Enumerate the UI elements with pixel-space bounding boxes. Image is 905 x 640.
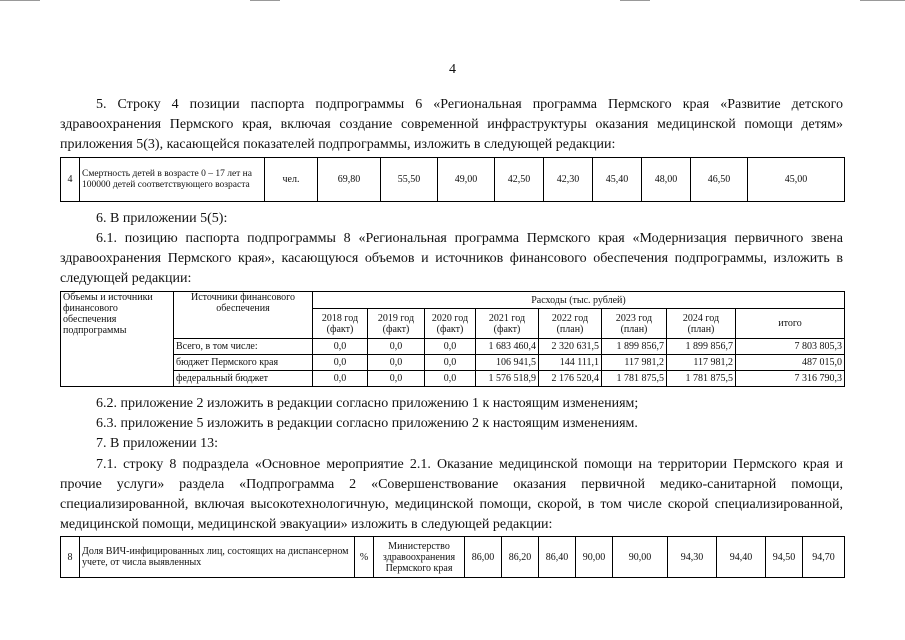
value-cell: 487 015,0 [736,355,845,371]
paragraph-6-3: 6.3. приложение 5 изложить в редакции согласно приложению 2 к настоящим изменениям. [96,416,638,431]
responsible-org: Министерство здравоохранения Пермского края [374,537,465,578]
value-cell: 0,0 [425,339,476,355]
value-cell: 94,50 [766,537,803,578]
unit: % [355,537,374,578]
value-cell: 0,0 [313,371,368,387]
table-row [61,537,845,578]
value-cell: 0,0 [313,355,368,371]
year-header: 2020 год (факт) [425,309,476,339]
year-header: итого [736,309,845,339]
table-header-row [61,292,845,309]
value-cell: 55,50 [381,158,438,202]
source-label: федеральный бюджет [174,371,313,387]
year-header: 2023 год (план) [602,309,667,339]
value-cell: 42,30 [544,158,593,202]
indicator-table-children-mortality [60,157,845,202]
value-cell: 1 683 460,4 [476,339,539,355]
value-cell: 86,00 [465,537,502,578]
top-rule-left [0,0,40,1]
expenses-header: Расходы (тыс. рублей) [313,292,845,309]
value-cell: 1 576 518,9 [476,371,539,387]
year-header: 2019 год (факт) [368,309,425,339]
value-cell: 0,0 [368,339,425,355]
value-cell: 48,00 [642,158,691,202]
paragraph-6-1: 6.1. позицию паспорта подпрограммы 8 «Региональная программа Пермского края «Модернизация первичного звена здравоохранения Пермского края», касающуюся объемов и источников финансового обеспечения подпрограммы, изложить в следующей редакции: [60,231,843,286]
value-cell: 45,40 [593,158,642,202]
sources-header: Источники финансового обеспечения [174,292,313,339]
value-cell: 144 111,1 [539,355,602,371]
top-rule-right [860,0,905,1]
paragraph-5: 5. Строку 4 позиции паспорта подпрограммы 6 «Региональная программа Пермского края «Развитие детского здравоохранения Пермского края, включая создание современной инфраструктуры оказания медицинской помощи детям» приложения 5(3), касающейся показателей подпрограммы, изложить в следующей редакции: [60,97,843,152]
table-row [61,339,845,355]
value-cell: 69,80 [318,158,381,202]
value-cell: 46,50 [691,158,748,202]
unit: чел. [265,158,318,202]
financing-table [60,291,845,387]
value-cell: 0,0 [368,371,425,387]
paragraph-7: 7. В приложении 13: [96,436,219,451]
value-cell: 0,0 [425,355,476,371]
value-cell: 2 320 631,5 [539,339,602,355]
value-cell: 94,40 [717,537,766,578]
paragraph-6: 6. В приложении 5(5): [96,211,228,226]
value-cell: 90,00 [576,537,613,578]
source-label: бюджет Пермского края [174,355,313,371]
value-cell: 94,30 [668,537,717,578]
year-header: 2022 год (план) [539,309,602,339]
page-number: 4 [449,62,456,77]
value-cell: 1 781 875,5 [602,371,667,387]
value-cell: 42,50 [495,158,544,202]
value-cell: 7 316 790,3 [736,371,845,387]
value-cell: 0,0 [368,355,425,371]
source-label: Всего, в том числе: [174,339,313,355]
value-cell: 49,00 [438,158,495,202]
value-cell: 1 781 875,5 [667,371,736,387]
table-row [61,371,845,387]
value-cell: 90,00 [613,537,668,578]
paragraph-6-2: 6.2. приложение 2 изложить в редакции согласно приложению 1 к настоящим изменениям; [96,396,639,411]
indicator-name: Доля ВИЧ-инфицированных лиц, состоящих на диспансерном учете, от числа выявленных [80,537,355,578]
table-row [61,355,845,371]
value-cell: 0,0 [425,371,476,387]
row-number: 4 [61,158,80,202]
value-cell: 45,00 [748,158,845,202]
row-number: 8 [61,537,80,578]
volumes-header: Объемы и источники финансового обеспечения подпрограммы [61,292,174,387]
value-cell: 86,40 [539,537,576,578]
year-header: 2021 год (факт) [476,309,539,339]
value-cell: 0,0 [313,339,368,355]
value-cell: 1 899 856,7 [602,339,667,355]
paragraph-7-1: 7.1. строку 8 подраздела «Основное мероприятие 2.1. Оказание медицинской помощи на территории Пермского края и прочие услуги» раздела «Подпрограмма 2 «Совершенствование оказания первичной медико-санитарной помощи, специализированной, включая высокотехнологичную, медицинской помощи, скорой, в том числе скорой специализированной, медицинской помощи, медицинской эвакуации» изложить в следующей редакции: [60,457,843,532]
table-row [61,158,845,202]
value-cell: 86,20 [502,537,539,578]
top-rule-mid-2 [620,0,650,1]
top-rule-mid-1 [250,0,280,1]
value-cell: 117 981,2 [602,355,667,371]
value-cell: 7 803 805,3 [736,339,845,355]
indicator-name: Смертность детей в возрасте 0 – 17 лет на 100000 детей соответствующего возраста [80,158,265,202]
value-cell: 106 941,5 [476,355,539,371]
value-cell: 1 899 856,7 [667,339,736,355]
year-header: 2018 год (факт) [313,309,368,339]
value-cell: 2 176 520,4 [539,371,602,387]
indicator-table-hiv [60,536,845,578]
value-cell: 94,70 [803,537,845,578]
value-cell: 117 981,2 [667,355,736,371]
year-header: 2024 год (план) [667,309,736,339]
